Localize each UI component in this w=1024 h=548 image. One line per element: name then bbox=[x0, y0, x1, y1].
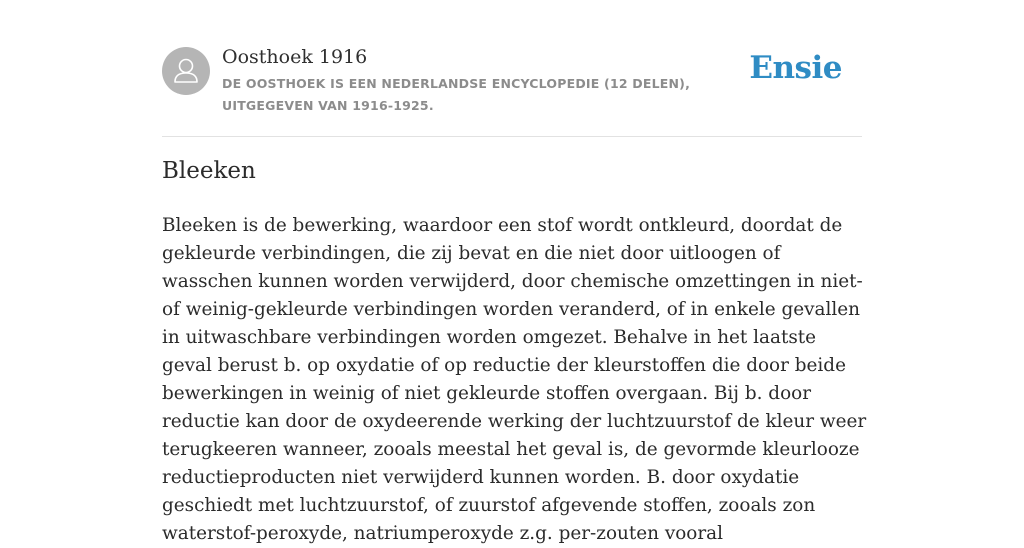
article-body: Bleeken is de bewerking, waardoor een stof wordt ontkleurd, doordat de gekleurde verbindingen, die zij bevat en die niet door uitloogen of wasschen kunnen worden verwijderd, door chemische omzettingen in niet- of weinig-gekleurde verbindingen worden veranderd, of in enkele gevallen in uitwaschbare verbindingen worden omgezet. Behalve in het laatste geval berust b. op oxydatie of op reductie der kleurstoffen die door beide bewerkingen in weinig of niet gekleurde stoffen overgaan. Bij b. door reductie kan door de oxydeerende werking der luchtzuurstof de kleur weer terugkeeren wanneer, zooals meestal het geval is, de gevormde kleurlooze reductieproducten niet verwijderd kunnen worden. B. door oxydatie geschiedt met luchtzuurstof, of zuurstof afgevende stoffen, zooals zon waterstof-peroxyde, natriumperoxyde z.g. per-zouten vooral bbox=[162, 215, 867, 544]
source-title[interactable]: Oosthoek 1916 bbox=[222, 46, 368, 68]
source-header bbox=[162, 44, 862, 137]
user-silhouette-icon bbox=[162, 47, 210, 95]
article-title: Bleeken bbox=[162, 158, 256, 184]
source-description: DE OOSTHOEK IS EEN NEDERLANDSE ENCYCLOPEDIE (12 DELEN), UITGEGEVEN VAN 1916-1925. bbox=[222, 76, 691, 113]
ensie-logo[interactable]: Ensie bbox=[749, 50, 842, 86]
avatar[interactable] bbox=[162, 47, 210, 95]
